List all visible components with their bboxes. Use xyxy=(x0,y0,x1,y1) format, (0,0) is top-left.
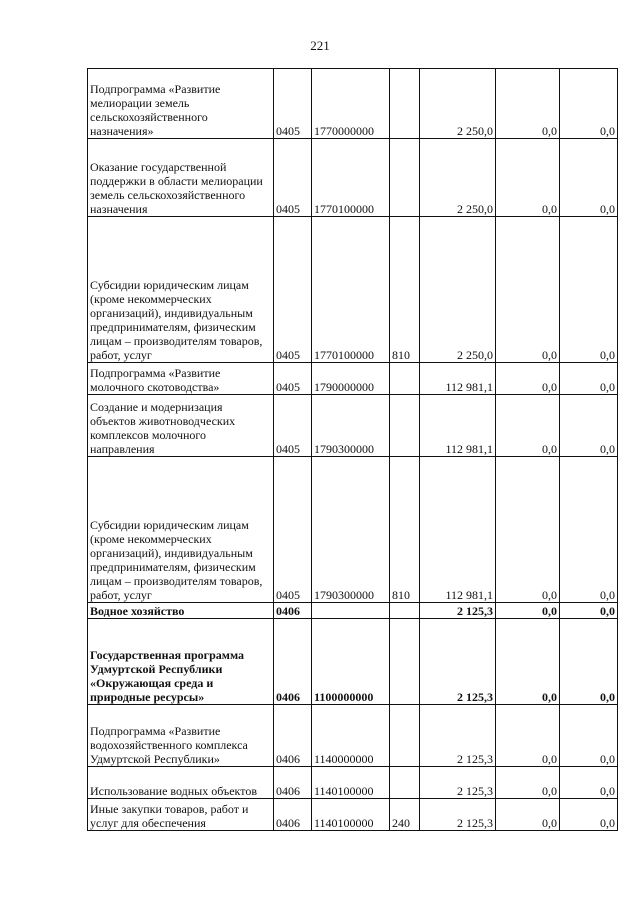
row-amount-year2: 0,0 xyxy=(496,139,560,217)
row-amount-year1: 2 125,3 xyxy=(420,705,496,767)
row-amount-year1: 2 125,3 xyxy=(420,603,496,619)
row-amount-year3: 0,0 xyxy=(560,705,618,767)
row-amount-year2: 0,0 xyxy=(496,767,560,799)
row-amount-year2: 0,0 xyxy=(496,705,560,767)
row-section-code: 0405 xyxy=(274,217,312,363)
row-target-code: 1770000000 xyxy=(312,69,390,139)
row-amount-year3: 0,0 xyxy=(560,395,618,457)
table-row xyxy=(88,619,618,705)
row-expense-type xyxy=(390,395,420,457)
table-row xyxy=(88,217,618,363)
row-amount-year2: 0,0 xyxy=(496,619,560,705)
row-expense-type xyxy=(390,619,420,705)
row-amount-year2: 0,0 xyxy=(496,69,560,139)
table-row xyxy=(88,603,618,619)
row-name: Подпрограмма «Развитие мелиорации земель сельскохозяйственного назначения» xyxy=(88,69,274,139)
budget-table xyxy=(87,68,618,831)
row-section-code: 0406 xyxy=(274,767,312,799)
row-expense-type: 810 xyxy=(390,217,420,363)
row-amount-year1: 2 125,3 xyxy=(420,767,496,799)
row-section-code: 0406 xyxy=(274,603,312,619)
row-amount-year2: 0,0 xyxy=(496,217,560,363)
row-name: Оказание государственной поддержки в области мелиорации земель сельскохозяйственного назначения xyxy=(88,139,274,217)
row-amount-year2: 0,0 xyxy=(496,395,560,457)
table-row xyxy=(88,799,618,831)
row-expense-type: 810 xyxy=(390,457,420,603)
row-expense-type xyxy=(390,363,420,395)
row-target-code: 1790300000 xyxy=(312,395,390,457)
row-expense-type: 240 xyxy=(390,799,420,831)
row-expense-type xyxy=(390,69,420,139)
row-amount-year2: 0,0 xyxy=(496,799,560,831)
row-name: Подпрограмма «Развитие водохозяйственного комплекса Удмуртской Республики» xyxy=(88,705,274,767)
row-amount-year3: 0,0 xyxy=(560,619,618,705)
row-section-code: 0405 xyxy=(274,457,312,603)
row-amount-year1: 2 250,0 xyxy=(420,139,496,217)
row-amount-year1: 112 981,1 xyxy=(420,363,496,395)
row-amount-year1: 2 125,3 xyxy=(420,619,496,705)
row-section-code: 0405 xyxy=(274,395,312,457)
row-section-code: 0406 xyxy=(274,705,312,767)
row-amount-year1: 2 250,0 xyxy=(420,217,496,363)
row-target-code xyxy=(312,603,390,619)
table-row xyxy=(88,363,618,395)
table-row xyxy=(88,767,618,799)
row-expense-type xyxy=(390,603,420,619)
row-amount-year2: 0,0 xyxy=(496,603,560,619)
row-amount-year1: 2 250,0 xyxy=(420,69,496,139)
row-name: Использование водных объектов xyxy=(88,767,274,799)
row-amount-year3: 0,0 xyxy=(560,363,618,395)
row-amount-year2: 0,0 xyxy=(496,363,560,395)
row-target-code: 1770100000 xyxy=(312,139,390,217)
table-row xyxy=(88,705,618,767)
row-target-code: 1140100000 xyxy=(312,799,390,831)
page-number: 221 xyxy=(310,38,330,53)
row-amount-year3: 0,0 xyxy=(560,767,618,799)
row-amount-year1: 112 981,1 xyxy=(420,395,496,457)
row-name: Государственная программа Удмуртской Республики «Окружающая среда и природные ресурсы» xyxy=(88,619,274,705)
table-row xyxy=(88,395,618,457)
row-target-code: 1100000000 xyxy=(312,619,390,705)
row-section-code: 0405 xyxy=(274,139,312,217)
row-name: Субсидии юридическим лицам (кроме некоммерческих организаций), индивидуальным предпринимателям, физическим лицам – производителям товаров, работ, услуг xyxy=(88,457,274,603)
table-row xyxy=(88,139,618,217)
row-section-code: 0406 xyxy=(274,619,312,705)
row-target-code: 1790300000 xyxy=(312,457,390,603)
row-name: Субсидии юридическим лицам (кроме некоммерческих организаций), индивидуальным предпринимателям, физическим лицам – производителям товаров, работ, услуг xyxy=(88,217,274,363)
row-amount-year1: 2 125,3 xyxy=(420,799,496,831)
row-amount-year1: 112 981,1 xyxy=(420,457,496,603)
row-section-code: 0405 xyxy=(274,69,312,139)
table-row xyxy=(88,457,618,603)
row-target-code: 1790000000 xyxy=(312,363,390,395)
row-section-code: 0405 xyxy=(274,363,312,395)
row-amount-year3: 0,0 xyxy=(560,217,618,363)
table-row xyxy=(88,69,618,139)
row-expense-type xyxy=(390,767,420,799)
row-expense-type xyxy=(390,139,420,217)
row-target-code: 1140000000 xyxy=(312,705,390,767)
row-amount-year3: 0,0 xyxy=(560,799,618,831)
row-amount-year3: 0,0 xyxy=(560,139,618,217)
row-name: Подпрограмма «Развитие молочного скотоводства» xyxy=(88,363,274,395)
row-name: Создание и модернизация объектов животноводческих комплексов молочного направления xyxy=(88,395,274,457)
row-target-code: 1770100000 xyxy=(312,217,390,363)
row-target-code: 1140100000 xyxy=(312,767,390,799)
row-amount-year3: 0,0 xyxy=(560,457,618,603)
row-amount-year3: 0,0 xyxy=(560,69,618,139)
row-name: Водное хозяйство xyxy=(88,603,274,619)
row-amount-year3: 0,0 xyxy=(560,603,618,619)
row-expense-type xyxy=(390,705,420,767)
row-amount-year2: 0,0 xyxy=(496,457,560,603)
row-section-code: 0406 xyxy=(274,799,312,831)
row-name: Иные закупки товаров, работ и услуг для обеспечения xyxy=(88,799,274,831)
